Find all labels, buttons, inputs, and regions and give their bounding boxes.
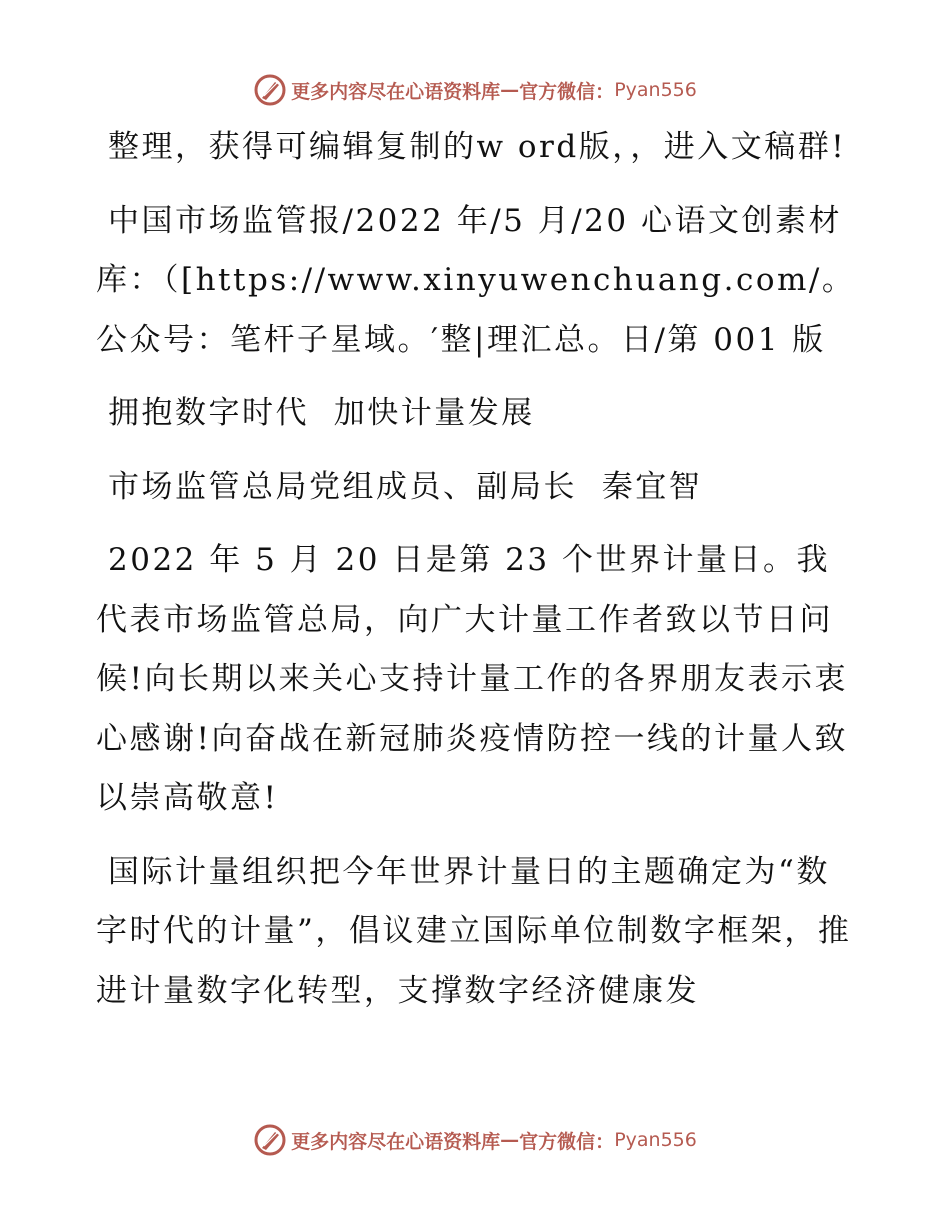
header-watermark [0,70,950,110]
watermark-wechat-label: 官方微信： [519,80,615,103]
watermark-wechat-id: Pyan556 [614,1129,697,1151]
footer-watermark [0,1120,950,1160]
watermark-site-text: 更多内容尽在心语资料库 [291,80,501,103]
feather-pen-circle-icon [253,1123,287,1157]
body-paragraph: 2022 年 5 月 20 日是第 23 个世界计量日。我代表市场监管总局，向广大计量工作者致以节日问候!向长期以来关心支持计量工作的各界朋友表示衷心感谢!向奋战在新冠肺炎疫情防控一线的计量人致以崇高敬意! [96,542,848,816]
watermark-separator: — [500,1129,520,1151]
source-line: 中国市场监管报/2022 年/5 月/20 心语文创素材库：（[https://www.xinyuwenchuang.com/。公众号：笔杆子星域。′整|理汇总。日/第 001 版 [96,202,856,358]
watermark-wechat-label: 官方微信： [519,1130,615,1153]
body-paragraph: 国际计量组织把今年世界计量日的主题确定为“数字时代的计量”，倡议建立国际单位制数字框架，推进计量数字化转型，支撑数字经济健康发 [96,853,852,1009]
article-title: 拥抱数字时代 加快计量发展 [108,395,535,431]
author-line: 市场监管总局党组成员、副局长 秦宜智 [108,468,703,505]
document-body [96,118,856,1035]
watermark-wechat-id: Pyan556 [614,79,697,101]
watermark-site-text: 更多内容尽在心语资料库 [291,1130,501,1153]
feather-pen-circle-icon [253,73,287,107]
watermark-separator: — [500,79,520,101]
intro-note: 整理，获得可编辑复制的w ord版，，进入文稿群! [108,129,847,165]
